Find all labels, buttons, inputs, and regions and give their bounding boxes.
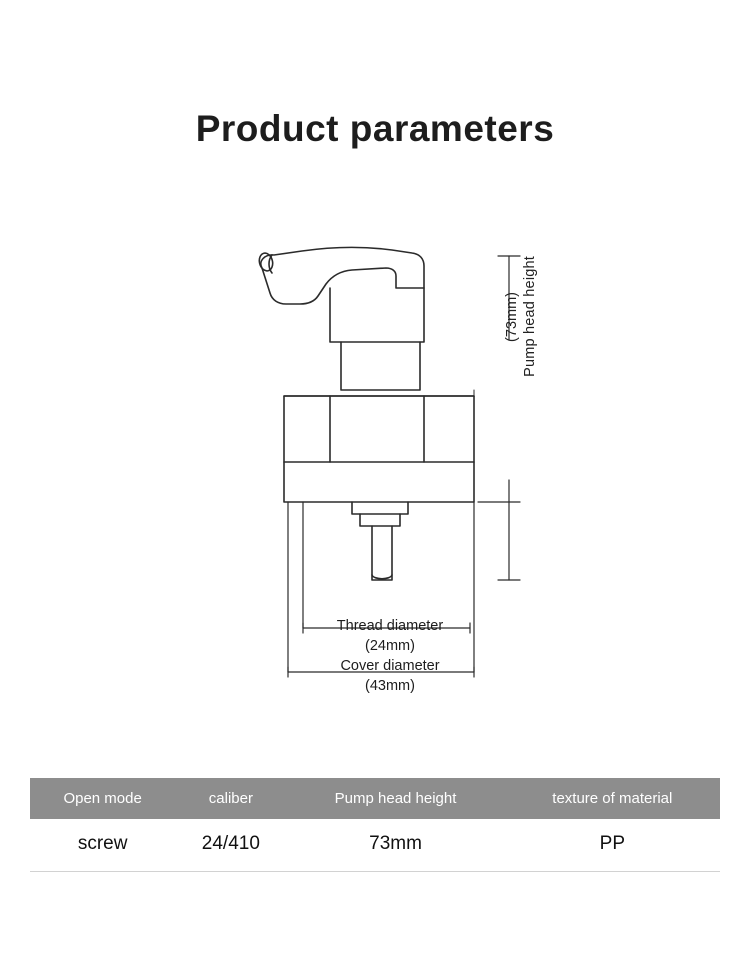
spec-table bbox=[30, 778, 720, 872]
cover-diameter-value: (43mm) bbox=[365, 678, 415, 694]
pump-head-height-label-group bbox=[504, 256, 538, 506]
spec-table-body bbox=[30, 819, 720, 872]
pump-nozzle-shape bbox=[261, 247, 424, 304]
table-row bbox=[30, 819, 720, 872]
spec-table-head bbox=[30, 778, 720, 819]
page-title: Product parameters bbox=[195, 108, 555, 149]
thread-step bbox=[360, 514, 400, 526]
dip-tube bbox=[372, 526, 392, 580]
pump-collar bbox=[341, 342, 420, 390]
header-open-mode: Open mode bbox=[30, 778, 175, 819]
cover-inner-band bbox=[330, 396, 424, 462]
thread-shoulder bbox=[352, 502, 408, 514]
dip-tube-bottom bbox=[372, 575, 392, 579]
thread-diameter-value: (24mm) bbox=[365, 638, 415, 654]
pump-cover-body bbox=[284, 396, 474, 502]
pump-dimension-diagram bbox=[0, 230, 750, 730]
table-header-row bbox=[30, 778, 720, 819]
pump-head-height-label: Pump head height bbox=[522, 256, 538, 377]
cell-open-mode: screw bbox=[30, 819, 175, 872]
thread-diameter-label: Thread diameter bbox=[336, 618, 444, 634]
pump-head-height-value: (73mm) bbox=[504, 292, 520, 342]
header-caliber: caliber bbox=[175, 778, 286, 819]
header-texture-of-material: texture of material bbox=[505, 778, 720, 819]
cell-caliber: 24/410 bbox=[175, 819, 286, 872]
cell-pump-head-height: 73mm bbox=[286, 819, 504, 872]
header-pump-head-height: Pump head height bbox=[286, 778, 504, 819]
cover-diameter-label: Cover diameter bbox=[340, 658, 440, 674]
pump-drawing-svg bbox=[0, 230, 750, 730]
spec-table-element bbox=[30, 778, 720, 872]
pump-neck bbox=[330, 288, 424, 342]
cell-texture-of-material: PP bbox=[505, 819, 720, 872]
